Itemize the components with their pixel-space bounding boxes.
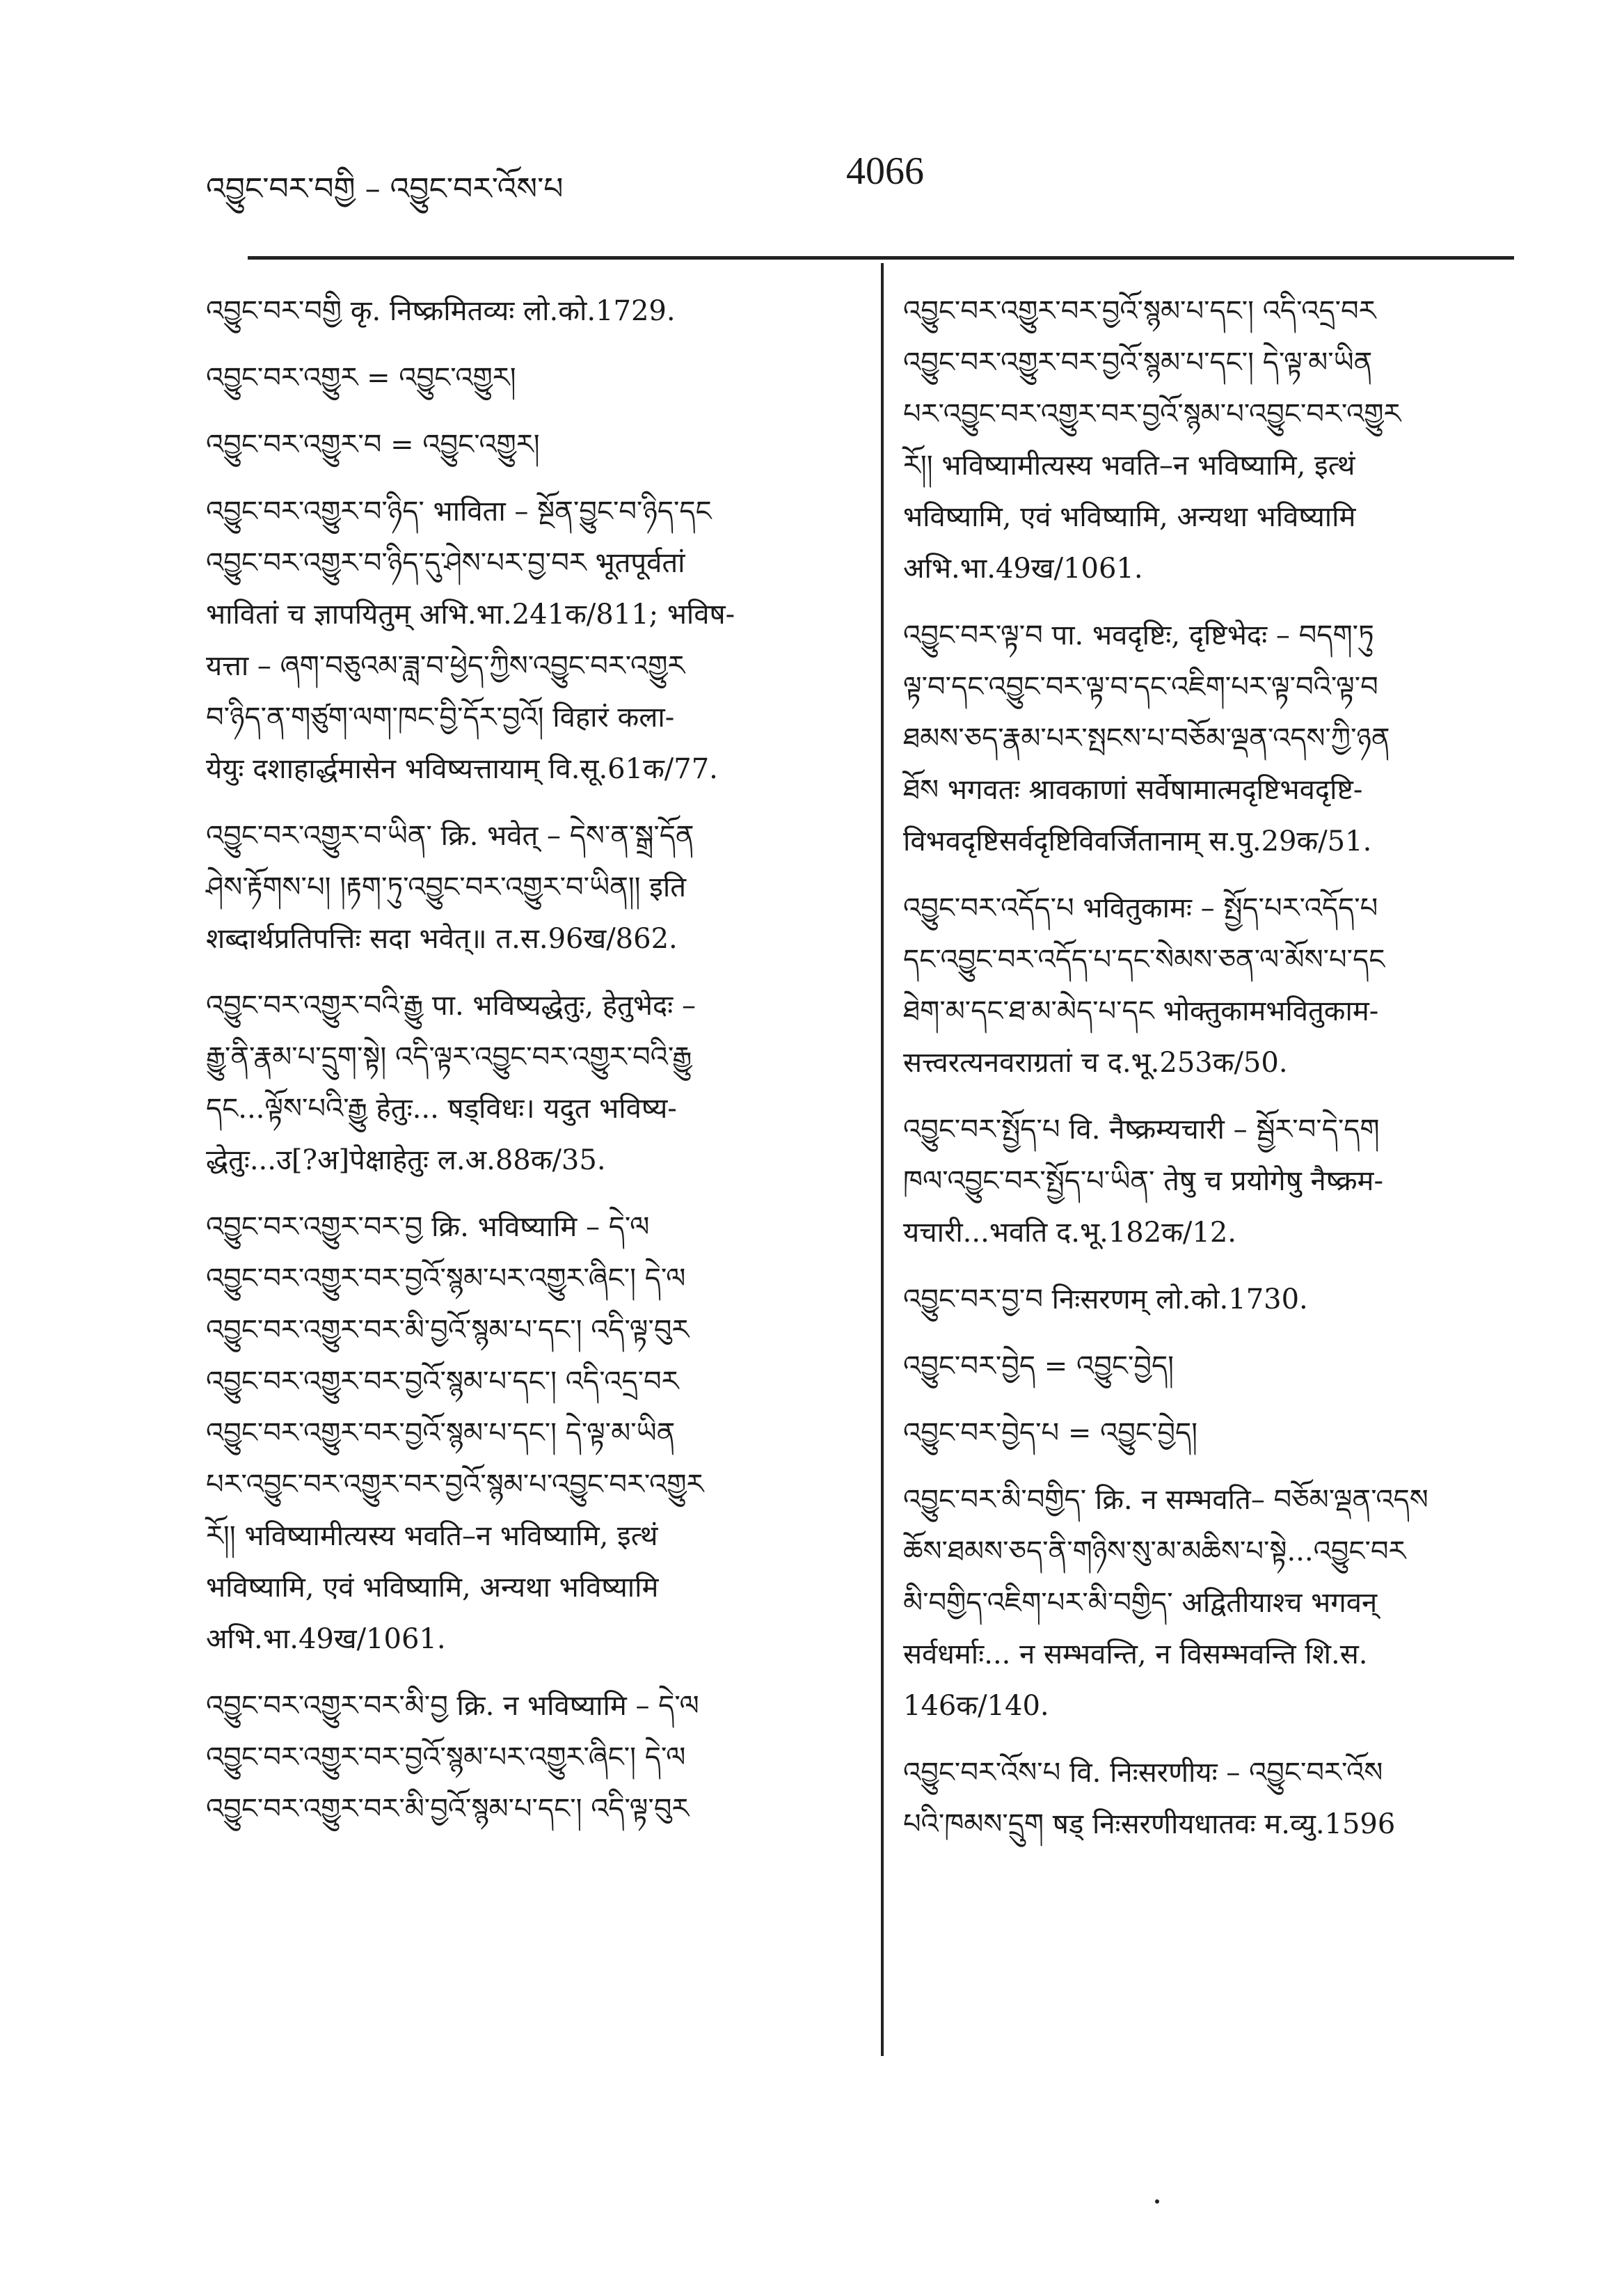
entry-headword-line: འབྱུང་བར་འདོད་པ भवितुकामः – སྤྱོད་པར་འདོད་པ (903, 892, 1378, 924)
dictionary-entry (206, 352, 839, 404)
dictionary-entry (206, 285, 839, 337)
entry-line: འབྱུང་བར་འགྱུར་བར་མི་བྱའོ་སྙམ་པ་དང་། འདི་ལྟ་བུར (206, 1314, 690, 1346)
running-head: འབྱུང་བར་བགྱི – འབྱུང་བར་འོས་པ (206, 171, 564, 207)
entry-line: རོ།། भविष्यामीत्यस्य भवति–न भविष्यामि, इत्थं (903, 450, 1355, 482)
dictionary-entry (903, 1104, 1522, 1258)
right-column (903, 285, 1522, 1865)
entry-headword-line: འབྱུང་བར་འགྱུར = འབྱུང་འགྱུར། (206, 362, 516, 394)
entry-line: ཁལ་འབྱུང་བར་སྤྱོད་པ་ཡིན་ तेषु च प्रयोगेषु नैष्क्रम- (903, 1165, 1383, 1197)
entry-headword-line: འབྱུང་བར་སྤྱོད་པ वि. नैष्क्रम्यचारी – སྦྱོར་བ་དེ་དག (903, 1114, 1380, 1146)
dictionary-entry (903, 1274, 1522, 1325)
entry-line: यत्ता – ཞག་བཅུའམ་ཟླ་བ་ཕྱེད་ཀྱིས་འབྱུང་བར་འགྱུར (206, 650, 685, 682)
page-number: 4066 (846, 150, 924, 193)
entry-line: भविष्यामि, एवं भविष्यामि, अन्यथा भविष्यामि (903, 501, 1356, 533)
entry-headword-line: འབྱུང་བར་བྱེད་པ = འབྱུང་བྱེད། (903, 1417, 1198, 1449)
header-rule (248, 256, 1514, 260)
column-divider (881, 263, 884, 2056)
dictionary-entry (206, 1680, 839, 1835)
entry-line: अभि.भा.49ख/1061. (206, 1623, 446, 1655)
entry-headword-line: འབྱུང་བར་བྱ་བ निःसरणम् लो.को.1730. (903, 1283, 1308, 1315)
entry-line: འབྱུང་བར་འགྱུར་བར་བྱའོ་སྙམ་པ་དང་། དེ་ལྟ་མ་ཡིན (903, 347, 1373, 379)
entry-line: མི་བགྱིད་འཇིག་པར་མི་བགྱིད་ अद्वितीयाश्च भगवन् (903, 1587, 1378, 1619)
entry-headword-line: འབྱུང་བར་འགྱུར་བ་ཡིན་ क्रि. भवेत् – དེས་ན་སྒྲ་དོན (206, 820, 694, 852)
entry-headword-line: འབྱུང་བར་འགྱུར་བ = འབྱུང་འགྱུར། (206, 429, 540, 461)
entry-line: ལྟ་བ་དང་འབྱུང་བར་ལྟ་བ་དང་འཇིག་པར་ལྟ་བའི་ལྟ་བ (903, 671, 1378, 703)
entry-line: བ་ཉིད་ན་གཙུག་ལག་ཁང་བྱི་དོར་བྱའོ། विहारं कला- (206, 702, 675, 734)
entry-headword-line: འབྱུང་བར་བགྱི कृ. निष्क्रमितव्यः लो.को.1729. (206, 295, 676, 327)
entry-line: सत्त्वरत्यनवराग्रतां च द.भू.253क/50. (903, 1047, 1288, 1079)
stray-dot-mark (1155, 2199, 1159, 2204)
dictionary-entry (903, 1474, 1522, 1732)
entry-line: པར་འབྱུང་བར་འགྱུར་བར་བྱའོ་སྙམ་པ་འབྱུང་བར་འགྱུར (206, 1469, 704, 1501)
entry-line: सर्वधर्माः... न सम्भवन्ति, न विसम्भवन्ति शि.स. (903, 1638, 1368, 1670)
dictionary-entry (206, 980, 839, 1186)
entry-line: འབྱུང་བར་འགྱུར་བ་ཉིད་དུ་ཤེས་པར་བྱ་བར भूतपूर्वतां (206, 547, 685, 579)
entry-headword-line: འབྱུང་བར་འགྱུར་བར་མི་བྱ क्रि. न भविष्यामि – དེ་ལ (206, 1690, 699, 1722)
entry-line: विभवदृष्टिसर्वदृष्टिविवर्जितानाम् स.पु.29क/51. (903, 825, 1372, 857)
entry-line: འབྱུང་བར་འགྱུར་བར་བྱའོ་སྙམ་པ་དང་། འདི་འདྲ་བར (206, 1366, 679, 1398)
dictionary-entry (903, 883, 1522, 1089)
entry-line: द्धेतुः...उ[?अ]पेक्षाहेतुः ल.अ.88क/35. (206, 1144, 606, 1176)
dictionary-entry (903, 1747, 1522, 1850)
dictionary-entry (206, 419, 839, 471)
dictionary-entry (903, 1341, 1522, 1392)
entry-line: འབྱུང་བར་འགྱུར་བར་མི་བྱའོ་སྙམ་པ་དང་། འདི་ལྟ་བུར (206, 1793, 690, 1825)
entry-line: 146क/140. (903, 1690, 1049, 1722)
entry-headword-line: འབྱུང་བར་འགྱུར་བ་ཉིད་ भाविता – སྔོན་བྱུང་བ་ཉིད་དང (206, 496, 712, 528)
entry-line: ཐེག་མ་དང་ཐ་མ་མེད་པ་དང भोक्तुकामभवितुकाम- (903, 995, 1379, 1027)
entry-headword-line: འབྱུང་བར་འགྱུར་བར་བྱ क्रि. भविष्यामि – དེ་ལ (206, 1211, 650, 1243)
entry-line: ཤེས་རྟོགས་པ། །རྟག་ཏུ་འབྱུང་བར་འགྱུར་བ་ཡིན།། इति (206, 871, 687, 903)
entry-headword-line: འབྱུང་བར་མི་བགྱིད་ क्रि. न सम्भवति– བཅོམ་ལྡན་འདས (903, 1484, 1428, 1516)
entry-line: འབྱུང་བར་འགྱུར་བར་བྱའོ་སྙམ་པར་འགྱུར་ཞིང་། དེ་ལ (206, 1741, 686, 1773)
entry-line: པར་འབྱུང་བར་འགྱུར་བར་བྱའོ་སྙམ་པ་འབྱུང་བར་འགྱུར (903, 398, 1401, 430)
entry-line: ཆོས་ཐམས་ཅད་ནི་གཉིས་སུ་མ་མཆིས་པ་སྟེ...འབྱུང་བར (903, 1535, 1406, 1567)
entry-line: ཐམས་ཅད་རྣམ་པར་སྤངས་པ་བཅོམ་ལྡན་འདས་ཀྱི་ཉན (903, 722, 1390, 754)
entry-headword-line: འབྱུང་བར་ལྟ་བ पा. भवदृष्टिः, दृष्टिभेदः – བདག་ཏུ (903, 619, 1374, 651)
entry-headword-line: འབྱུང་བར་བྱེད = འབྱུང་བྱེད། (903, 1350, 1175, 1382)
entry-line: འབྱུང་བར་འགྱུར་བར་བྱའོ་སྙམ་པ་དང་། དེ་ལྟ་མ་ཡིན (206, 1417, 676, 1449)
entry-line: येयुः दशाहार्द्धमासेन भविष्यत्तायाम् वि.सू.61क/77. (206, 753, 718, 785)
entry-line: भावितां च ज्ञापयितुम् अभि.भा.241क/811; भविष- (206, 599, 735, 631)
entry-line: རྒྱུ་ནི་རྣམ་པ་དྲུག་སྟེ། འདི་ལྟར་འབྱུང་བར་འགྱུར་བའི་རྒྱུ (206, 1041, 692, 1073)
page-header (206, 139, 1514, 216)
dictionary-entry (206, 486, 839, 795)
dictionary-entry (903, 610, 1522, 867)
entry-line: པའི་ཁམས་དྲུག षड् निःसरणीयधातवः म.व्यु.1596 (903, 1808, 1396, 1840)
entry-line: ཐོས भगवतः श्रावकाणां सर्वेषामात्मदृष्टिभवदृष्टि- (903, 774, 1363, 806)
dictionary-entry (903, 1407, 1522, 1459)
entry-headword-line: འབྱུང་བར་འགྱུར་བར་བྱའོ་སྙམ་པ་དང་། འདི་འདྲ་བར (903, 295, 1376, 327)
entry-line: यचारी...भवति द.भू.182क/12. (903, 1217, 1237, 1249)
left-column (206, 285, 839, 1850)
entry-line: རོ།། भविष्यामीत्यस्य भवति–न भविष्यामि, इत्थं (206, 1520, 658, 1552)
dictionary-entry (206, 1201, 839, 1665)
entry-headword-line: འབྱུང་བར་འོས་པ वि. निःसरणीयः – འབྱུང་བར་འོས (903, 1757, 1383, 1789)
entry-line: འབྱུང་བར་འགྱུར་བར་བྱའོ་སྙམ་པར་འགྱུར་ཞིང་། དེ་ལ (206, 1263, 686, 1295)
dictionary-entry (206, 810, 839, 965)
entry-headword-line: འབྱུང་བར་འགྱུར་བའི་རྒྱུ पा. भविष्यद्धेतुः, हेतुभेदः – (206, 990, 696, 1022)
entry-line: अभि.भा.49ख/1061. (903, 553, 1143, 585)
entry-line: དང་འབྱུང་བར་འདོད་པ་དང་སེམས་ཅན་ལ་མོས་པ་དང (903, 944, 1385, 976)
dictionary-entry (903, 285, 1522, 594)
entry-line: भविष्यामि, एवं भविष्यामि, अन्यथा भविष्यामि (206, 1572, 659, 1604)
entry-line: शब्दार्थप्रतिपत्तिः सदा भवेत्॥ त.स.96ख/862. (206, 923, 678, 955)
entry-line: དང...ལྟོས་པའི་རྒྱུ हेतुः... षड्विधः। यदुत भविष्य- (206, 1093, 677, 1125)
